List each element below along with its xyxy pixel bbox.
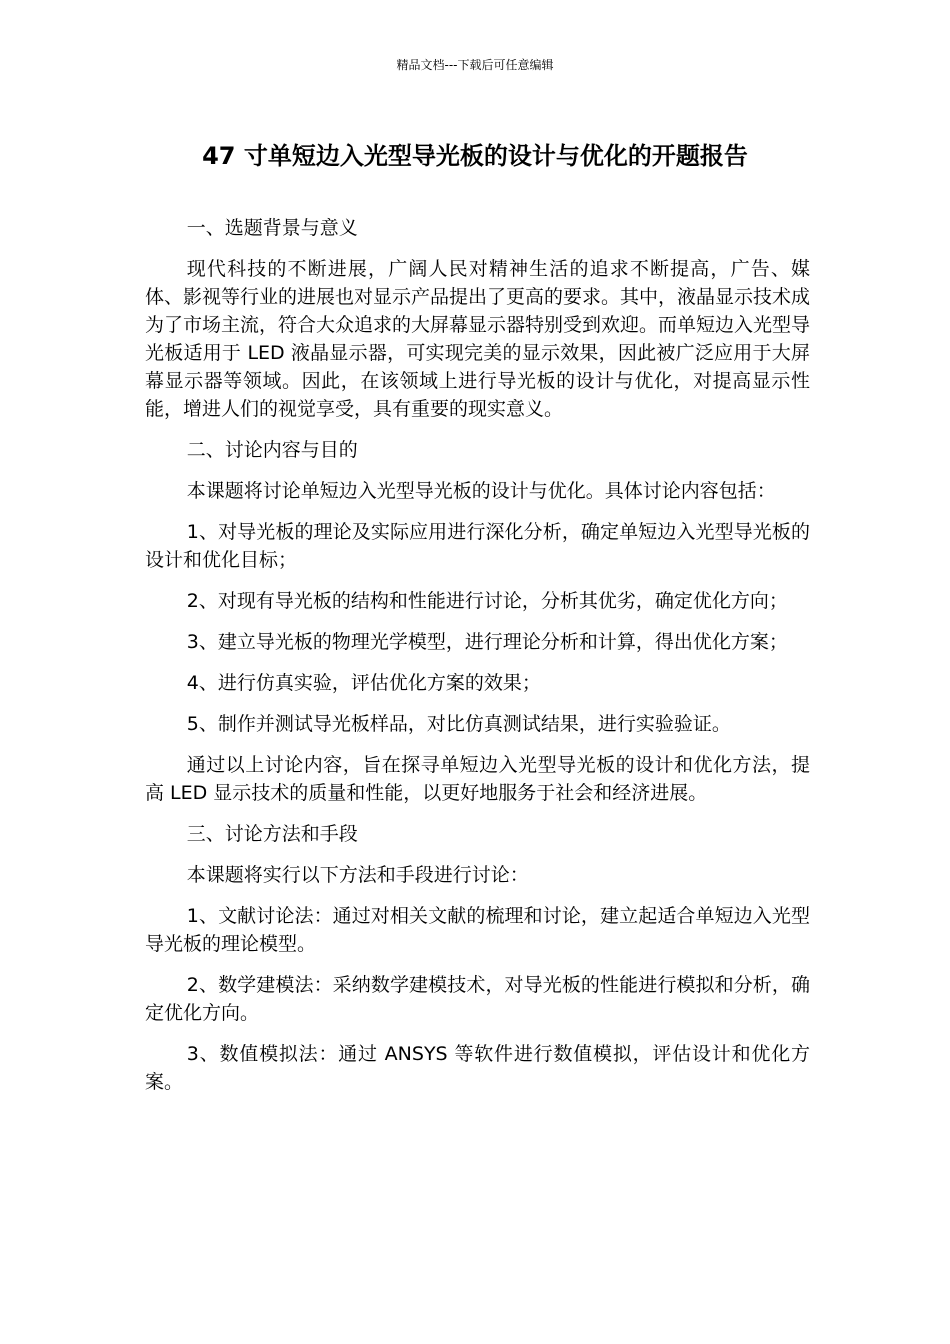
list-item-content-3: 3、建立导光板的物理光学模型，进行理论分析和计算，得出优化方案；	[186, 631, 788, 653]
paragraph-background: 现代科技的不断进展，广阔人民对精神生活的追求不断提高，广告、媒体、影视等行业的进展也对显示产品提出了更高的要求。其中，液晶显示技术成为了市场主流，符合大众追求的大屏幕显示器特别受到欢迎。而单短边入光型导光板适用于 LED 液晶显示器，可实现完美的显示效果，因此被广泛应用于大屏幕显示器等领域。因此，在该领域上进行导光板的设计与优化，对提高显示性能，增进人们的视觉享受，具有重要的现实意义。	[145, 258, 811, 420]
document-title: 47 寸单短边入光型导光板的设计与优化的开题报告	[202, 142, 748, 170]
paragraph-content-summary: 通过以上讨论内容，旨在探寻单短边入光型导光板的设计和优化方法，提高 LED 显示技术的质量和性能，以更好地服务于社会和经济进展。	[145, 754, 810, 804]
list-item-methods-2: 2、数学建模法：采纳数学建模技术，对导光板的性能进行模拟和分析，确定优化方向。	[145, 974, 810, 1024]
section-heading-background: 一、选题背景与意义	[186, 217, 358, 239]
list-item-content-2: 2、对现有导光板的结构和性能进行讨论，分析其优劣，确定优化方向；	[186, 590, 788, 612]
document-body	[145, 214, 810, 1109]
list-item-content-5: 5、制作并测试导光板样品，对比仿真测试结果，进行实验验证。	[186, 713, 731, 735]
paragraph-methods-intro: 本课题将实行以下方法和手段进行讨论：	[186, 864, 529, 886]
list-item-content-1: 1、对导光板的理论及实际应用进行深化分析，确定单短边入光型导光板的设计和优化目标；	[145, 521, 810, 571]
section-heading-content: 二、讨论内容与目的	[186, 439, 358, 461]
list-item-methods-1: 1、文献讨论法：通过对相关文献的梳理和讨论，建立起适合单短边入光型导光板的理论模型。	[145, 905, 810, 955]
page-header: 精品文档---下载后可任意编辑	[396, 58, 554, 72]
paragraph-content-intro: 本课题将讨论单短边入光型导光板的设计与优化。具体讨论内容包括：	[186, 480, 776, 502]
list-item-methods-3: 3、数值模拟法：通过 ANSYS 等软件进行数值模拟，评估设计和优化方案。	[145, 1043, 810, 1093]
list-item-content-4: 4、进行仿真实验，评估优化方案的效果；	[186, 672, 541, 694]
section-heading-methods: 三、讨论方法和手段	[186, 823, 358, 845]
